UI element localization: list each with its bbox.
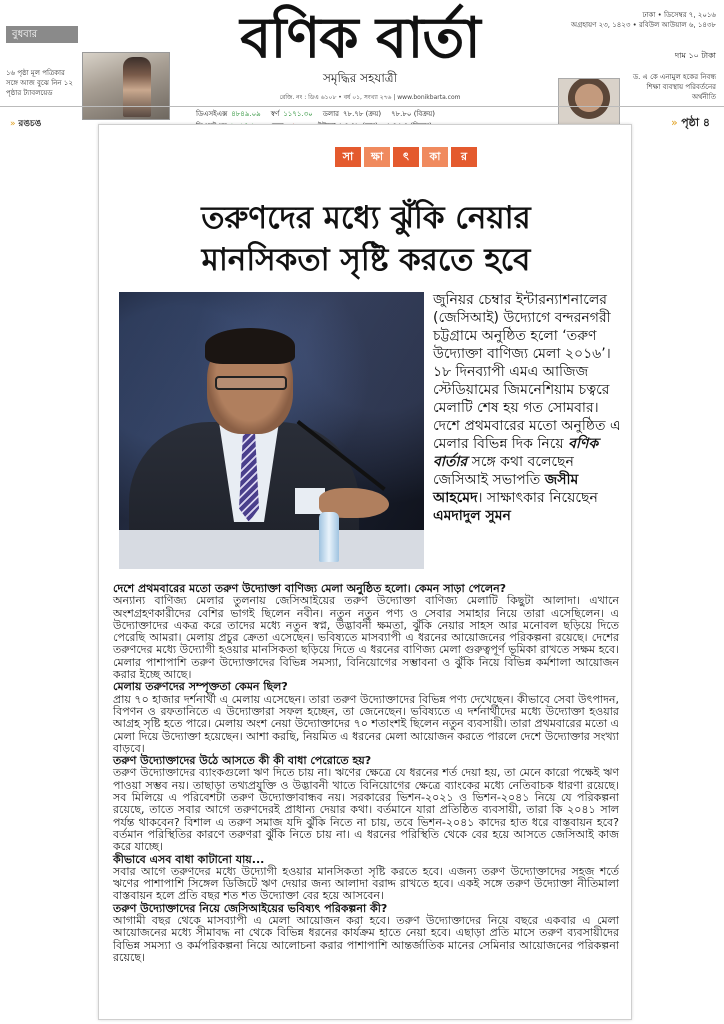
- kicker-interview: [335, 147, 477, 167]
- kicker-letter: ক্ষা: [364, 147, 390, 167]
- kicker-letter: র: [451, 147, 477, 167]
- glasses-shape: [215, 376, 287, 390]
- answer: তরুণ উদ্যোক্তাদের ব্যাংকগুলো ঋণ দিতে চায় না। ঋণের ক্ষেত্রে যে ধরনের শর্ত দেয়া হয়, তা মেনে কারো পক্ষেই ঋণ পাওয়া সম্ভব নয়। তাছাড়া তথ্যপ্রযুক্তি ও উদ্ভাবনী খাতে বিনিয়োগের ক্ষেত্রে ব্যাংকের মধ্যে নেতিবাচক ধারণা রয়েছে। সব মিলিয়ে এ পরিবেশটা তরুণ উদ্যোক্তাবান্ধব নয়। সরকারের ভিশন-২০২১ ও ভিশন-২০৪১ নিয়ে যে পরিকল্পনা রয়েছে, তাতে সবার আগে তরুণদেরই প্রাধান্য দেয়ার কথা। বর্তমানে যারা প্রতিষ্ঠিত ব্যবসায়ী, তারা কি ২০৪১ সাল পর্যন্ত থাকবেন? বিশাল এ তরুণ সমাজ যদি ঝুঁকি নিতে না চায়, তবে ভিশন-২০৪১ কাদের হাত ধরে বাস্তবায়ন হবে? বর্তমান পরিস্থিতির কারণে তরুণরা ঝুঁকি নিতে চায় না। এ ধরনের পরিস্থিতি থেকে বের হয়ে আসতে জেসিআই কাজ করে যাচ্ছে।: [113, 766, 619, 854]
- magazine-cover-thumbnail[interactable]: [82, 52, 170, 120]
- ticker-gold: স্বর্ণ ১১৭১.৩০: [270, 110, 313, 118]
- article-clipping: [98, 124, 632, 1020]
- headline-line-2: মানসিকতা সৃষ্টি করতে হবে: [201, 242, 531, 278]
- price-label: দাম ১০ টাকা: [674, 51, 716, 60]
- ticker-dollar-sell: ৭৮.৮০ (বিক্রয়): [391, 110, 436, 118]
- date-block: [556, 10, 716, 30]
- intro-paper-name: বণিক বার্তার: [433, 436, 599, 470]
- date-line-1: ঢাকা • ডিসেম্বর ৭, ২০১৬: [642, 11, 716, 19]
- magazine-cover-figure: [123, 57, 151, 117]
- interviewee-photo: [119, 292, 424, 569]
- date-line-2: অগ্রহায়ণ ২৩, ১৪২৩ • রবিউল আউয়াল ৬, ১৪৩৮: [571, 21, 716, 29]
- tagline: সমৃদ্ধির সহযাত্রী: [322, 71, 398, 85]
- question: তরুণ উদ্যোক্তাদের নিয়ে জেসিআইয়ের ভবিষ্যৎ পরিকল্পনা কী?: [113, 901, 388, 915]
- question: দেশে প্রথমবারের মতো তরুণ উদ্যোক্তা বাণিজ্য মেলা অনুষ্ঠিত হলো। কেমন সাড়া পেলেন?: [113, 582, 507, 595]
- hair-shape: [205, 328, 295, 364]
- question: তরুণ উদ্যোক্তাদের উঠে আসতে কী কী বাধা পেরোতে হয়?: [113, 754, 372, 768]
- ticker-dollar: ডলার ৭৮.৭৮ (ক্রয়): [322, 110, 382, 118]
- table-shape: [119, 530, 424, 569]
- newspaper-logo: বণিক বার্তা: [240, 5, 480, 71]
- answer: প্রায় ৭০ হাজার দর্শনার্থী এ মেলায় এসেছেন। তারা তরুণ উদ্যোক্তাদের বিভিন্ন পণ্য দেখেছেন। কীভাবে সেবা উৎপাদন, বিপণন ও রফতানিতে এ উদ্যোক্তারা সফল হচ্ছেন, তা জেনেছেন। ভবিষ্যতে এ দর্শনার্থীদের মধ্যে উদ্যোক্তা হওয়ার আগ্রহ সৃষ্টি হতে পারে। মেলায় অংশ নেয়া উদ্যোক্তাদের ৭০ শতাংশই ছিলেন নতুন ব্যবসায়ী। তারা প্রথমবারের মতো এ মেলা দিয়ে উদ্যোক্তা হয়েছেন। আশা করছি, নিয়মিত এ ধরনের মেলা আয়োজন করতে পারলে দেশে উদ্যোক্তার সংখ্যা বাড়বে।: [113, 692, 619, 755]
- question: মেলায় তরুণদের সম্পৃক্ততা কেমন ছিল?: [113, 680, 288, 694]
- left-promo-text: ১৬ পৃষ্ঠা মূল পত্রিকার সঙ্গে আজ বুঝে নিন ১২ পৃষ্ঠার ট্যাবলয়েড: [6, 69, 73, 97]
- ticker-dsex: ডিএসইএক্স ৪৮৪৯.০৯: [196, 110, 261, 118]
- answer: আগামী বছর থেকে মাসব্যাপী এ মেলা আয়োজন করা হবে। তরুণ উদ্যোক্তাদের নিয়ে বছরে একবার এ মেলা আয়োজনের মধ্যে সীমাবদ্ধ না থেকে বিভিন্ন ধরনের কার্যক্রম হাতে নেয়া হবে। এছাড়া প্রতি মাসে তরুণ ব্যবসায়ীদের বিভিন্ন সমস্যা ও কর্মপরিকল্পনা নিয়ে আলোচনা করার পাশাপাশি আন্তর্জাতিক মানের সেমিনার আয়োজনের পরিকল্পনা রয়েছে।: [113, 914, 619, 964]
- columnist-teaser[interactable]: ড. এ কে এনামুল হকের নিবন্ধ শিক্ষা ব্যবস্থায় পরিবর্তনের অর্থনীতি: [632, 73, 716, 101]
- registration-line: রেজি. নং : ডিএ ৬১০৮ • বর্ষ ০১, সংখ্যা ২৭৬ | www.bonikbarta.com: [279, 94, 461, 101]
- masthead-divider: [0, 106, 724, 107]
- article-intro: জুনিয়র চেম্বার ইন্টারন্যাশনালের (জেসিআই) উদ্যোগে বন্দরনগরী চট্টগ্রামে অনুষ্ঠিত হলো ‘তরুণ উদ্যোক্তা বাণিজ্য মেলা ২০১৬’। ১৮ দিনব্যাপী এমএ আজিজ স্টেডিয়ামের জিমনেশিয়াম চত্বরে মেলাটি শেষ হয় গত সোমবার। দেশে প্রথমবারের মতো অনুষ্ঠিত এ মেলার বিভিন্ন দিক নিয়ে বণিক বার্তার সঙ্গে কথা বলেছেন জেসিআই সভাপতি জসীম আহমেদ। সাক্ষাৎকার নিয়েছেন এমদাদুল সুমন: [433, 292, 621, 524]
- article-headline: [119, 197, 613, 281]
- answer: অন্যান্য বাণিজ্য মেলার তুলনায় জেসিআইয়ের তরুণ উদ্যোক্তা বাণিজ্য মেলাটি কিছুটা আলাদা। এখানে অংশগ্রহণকারীদের বেশির ভাগই ছিলেন নবীন। নতুন নতুন পণ্য ও সেবার সমাহার নিয়ে তারা এসেছিলেন। এ উদ্যোক্তাদের একত্র করে তাদের মধ্যে নতুন স্বপ্ন, উদ্ভাবনী ক্ষমতা, ঝুঁকি নেয়ার সাহস আর মনোবল ছড়িয়ে দিতে পেরেছি আমরা। মেলায় প্রচুর ক্রেতা এসেছেন। ভবিষ্যতে মাসব্যাপী এ ধরনের আয়োজনের পরিকল্পনা রয়েছে। দেশের তরুণদের মধ্যে উদ্যোগী হওয়ার মানসিকতা ছড়িয়ে দিতে এ ধরনের বাণিজ্য মেলা গুরুত্বপূর্ণ ভূমিকা রাখতে সক্ষম হবে। মেলার পাশাপাশি তরুণ উদ্যোক্তাদের বিভিন্ন সমস্যা, বিনিয়োগের সম্ভাবনা ও ঝুঁকি নিয়ে বিভিন্ন কর্মশালা আয়োজন করার ইচ্ছে আছে।: [113, 594, 619, 682]
- article-body: [113, 583, 619, 964]
- answer: সবার আগে তরুণদের মধ্যে উদ্যোগী হওয়ার মানসিকতা সৃষ্টি করতে হবে। এজন্য তরুণ উদ্যোক্তাদের সহজ শর্তে ঋণের পাশাপাশি সিঙ্গেল ডিজিটে ঋণ দেয়ার জন্য আলাদা বরাদ্দ রাখতে হবে। একই সঙ্গে তরুণ উদ্যোক্তা নীতিমালা বাস্তবায়ন হলে প্রতি বছর শত শত উদ্যোক্তা বের হয়ে আসবেন।: [113, 864, 619, 903]
- kicker-letter: সা: [335, 147, 361, 167]
- intro-interviewee-name: জসীম আহমেদ: [433, 472, 579, 506]
- headline-line-1: তরুণদের মধ্যে ঝুঁকি নেয়ার: [201, 200, 531, 236]
- section-label[interactable]: » রঙচঙ: [10, 119, 42, 129]
- market-row-1: [196, 108, 556, 120]
- day-badge: বুধবার: [6, 26, 78, 43]
- water-bottle-shape: [319, 512, 339, 562]
- page-number[interactable]: » পৃষ্ঠা ৪: [670, 116, 710, 129]
- kicker-letter: ৎ: [393, 147, 419, 167]
- kicker-letter: কা: [422, 147, 448, 167]
- page-chevron-icon: »: [670, 116, 682, 129]
- intro-byline: এমদাদুল সুমন: [433, 508, 511, 524]
- section-chevron-icon: »: [10, 119, 19, 129]
- question: কীভাবে এসব বাধা কাটানো যায়...: [113, 852, 265, 866]
